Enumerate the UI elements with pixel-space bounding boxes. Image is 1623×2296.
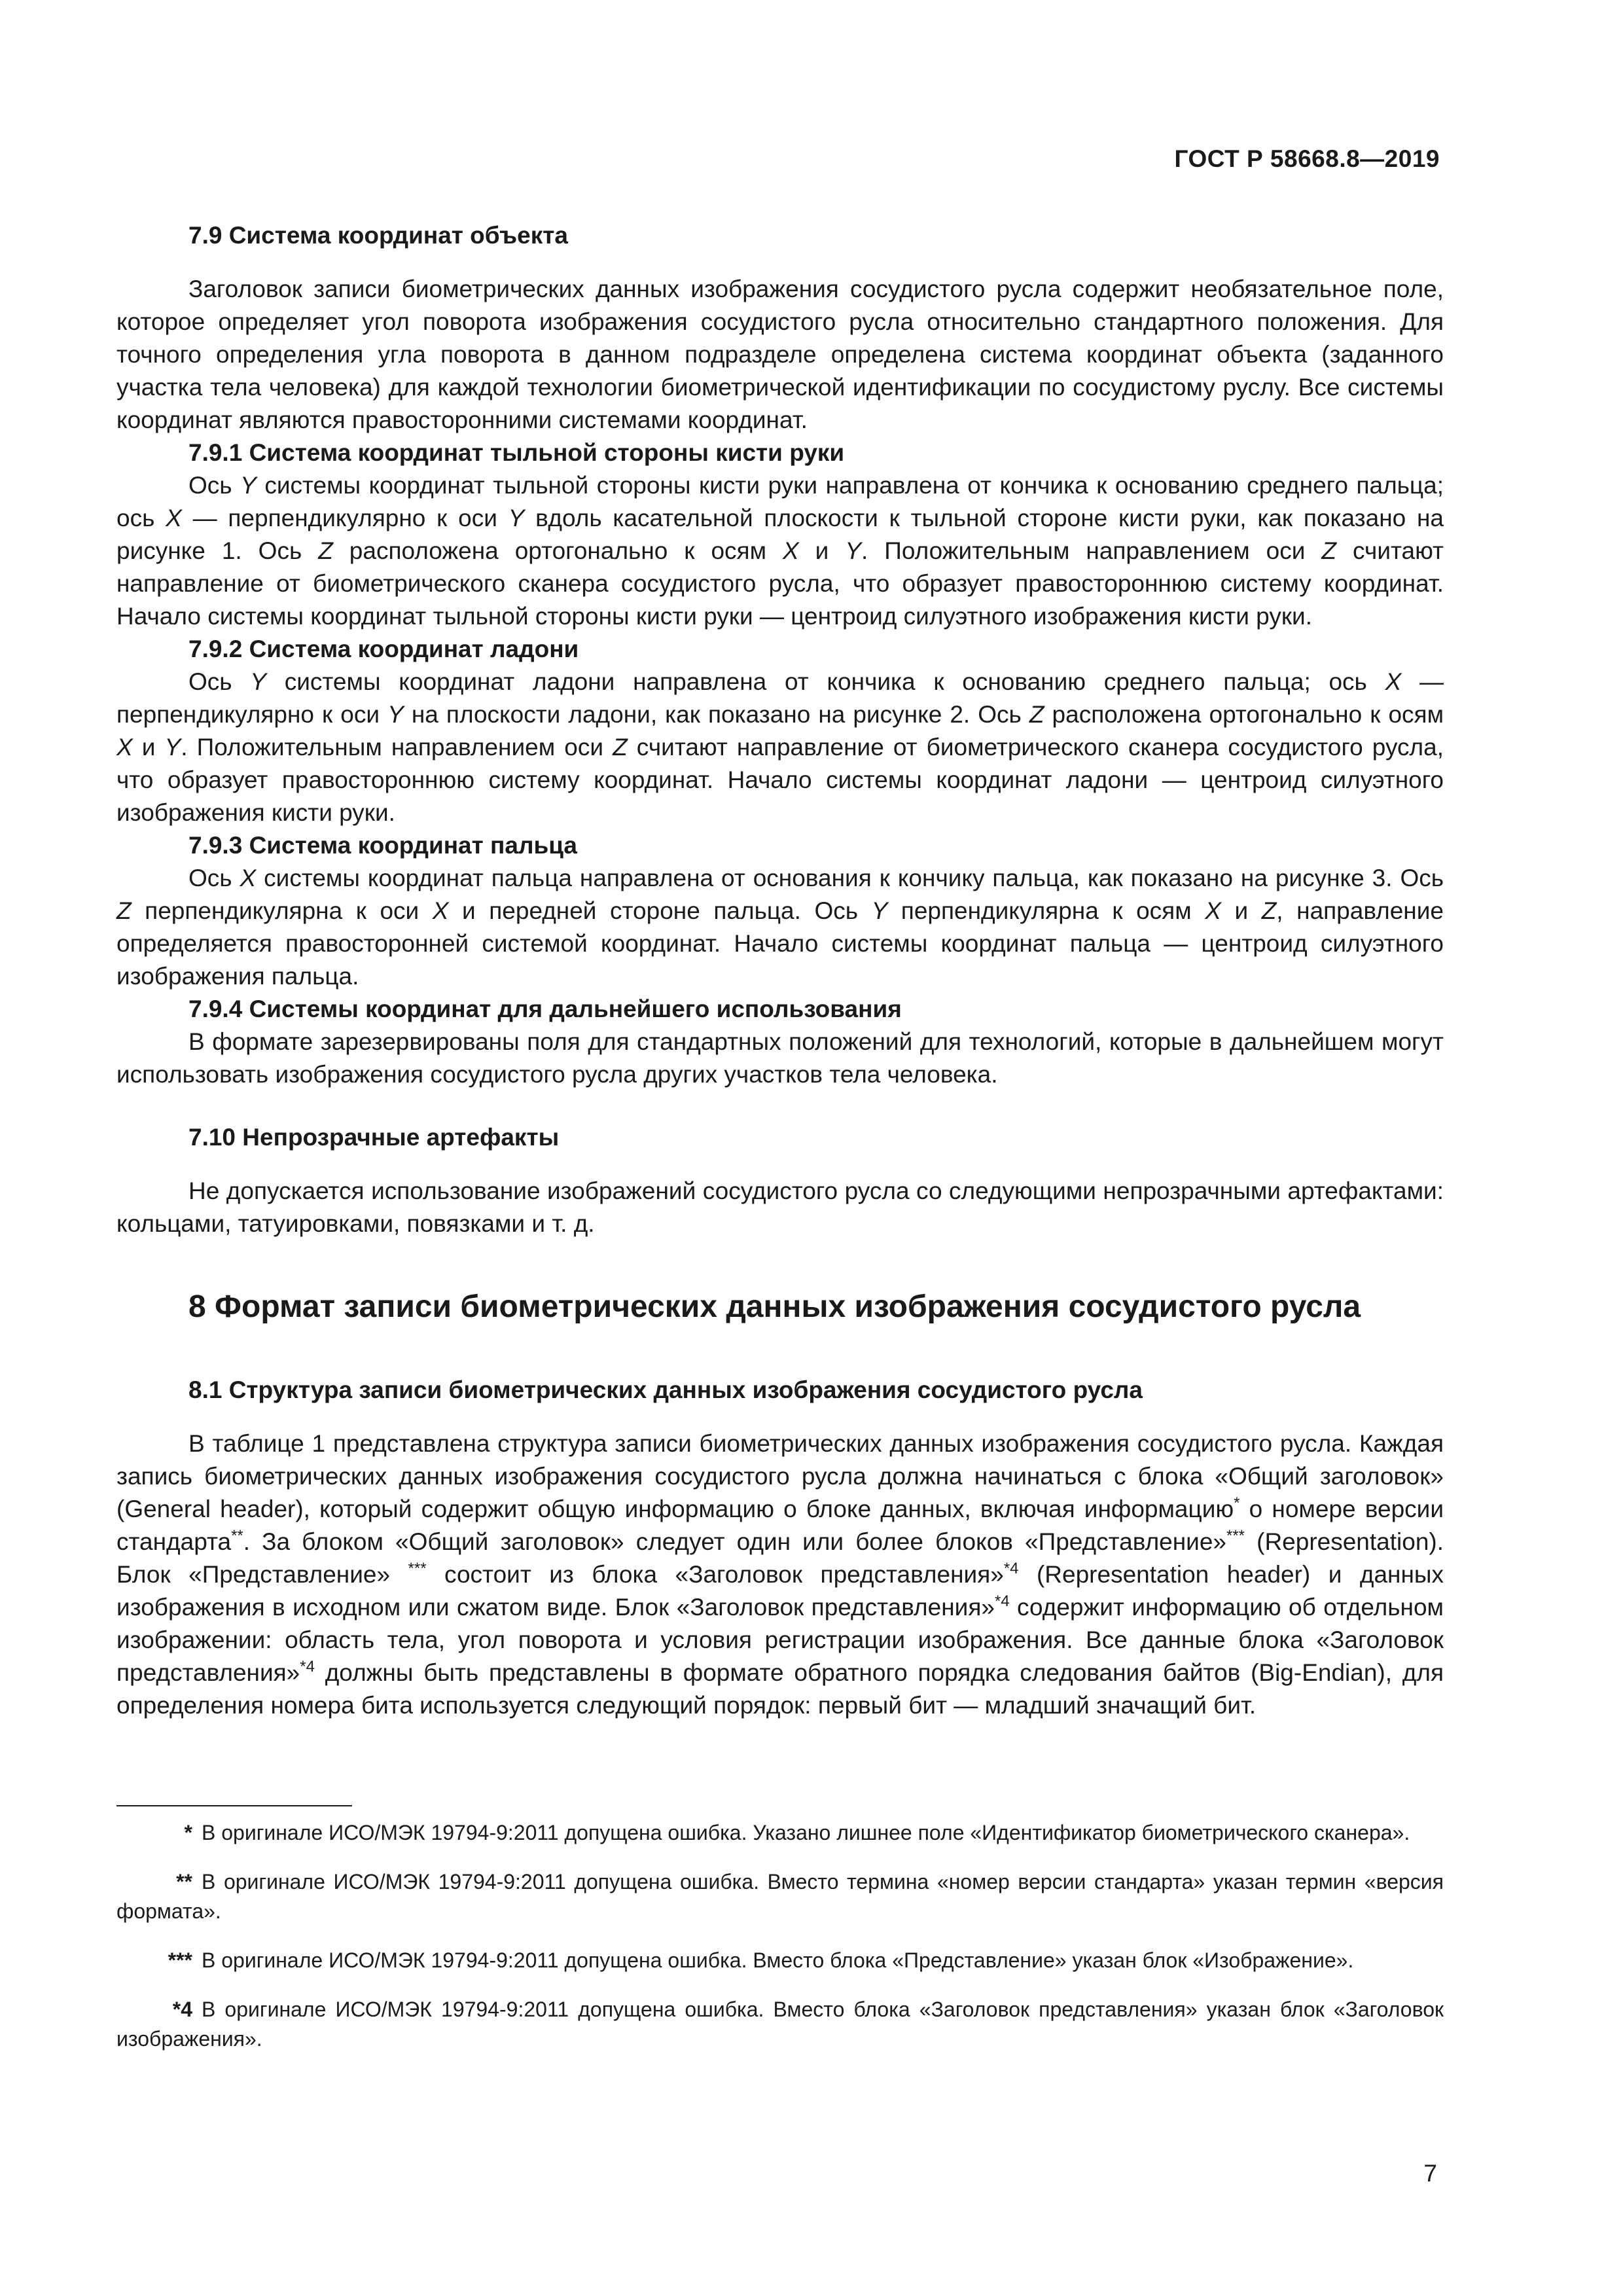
footnote-text: В оригинале ИСО/МЭК 19794-9:2011 допущена ошибка. Вместо блока «Представление» указан блок «Изображение». — [202, 1948, 1354, 1972]
section-7-9-3-title: 7.9.3 Система координат пальца — [188, 832, 577, 859]
section-8-title: 8 Формат записи биометрических данных изображения сосудистого русла — [188, 1289, 1361, 1324]
footnote-ref: ** — [231, 1527, 243, 1545]
footnote-ref: * — [1234, 1494, 1240, 1512]
section-7-9-4-title: 7.9.4 Системы координат для дальнейшего использования — [188, 996, 902, 1022]
footnote-ref: *4 — [1003, 1560, 1019, 1577]
section-7-9-paragraph: Заголовок записи биометрических данных изображения сосудистого русла содержит необязательное поле, которое определяет угол поворота изображения сосудистого русла относительно стандартного положения. Для точного определения угла поворота в данном подразделе определена система координат объекта (заданного участка тела человека) для каждой технологии биометрической идентификации по сосудистому руслу. Все системы координат являются правосторонними системами координат. — [116, 276, 1444, 433]
section-8-1-paragraph: В таблице 1 представлена структура записи биометрических данных изображения сосудистого русла. Каждая запись биометрических данных изображения сосудистого русла должна начинаться с блока «Общий заголовок» (General header), который содержит общую информацию о блоке данных, включая информацию* о номере версии стандарта**. За блоком «Общий заголовок» следует один или более блоков «Представление»*** (Representation). Блок «Представление» *** состоит из блока «Заголовок представления»$^{*4}$ (Representation header) и данных изображения в исходном или сжатом виде. Блок «Заголовок представления»$^{*4}$ содержит информацию об отдельном изображении: область тела, угол поворота и условия регистрации изображения. Все данные блока «Заголовок представления»$^{*4}$ должны быть представлены в формате обратного порядка следования байтов (Big-Endian), для определения номера бита используется следующий порядок: первый бит — младший значащий бит. — [116, 1430, 1444, 1719]
section-7-9-title: 7.9 Система координат объекта — [188, 222, 568, 249]
footnote-marker: *** — [168, 1948, 192, 1972]
footnote-marker: * — [184, 1821, 192, 1844]
section-7-10-title: 7.10 Непрозрачные артефакты — [188, 1124, 560, 1151]
main-content — [116, 219, 1444, 1722]
footnote — [116, 1818, 1444, 1848]
footnote-marker: *4 — [172, 1998, 192, 2021]
section-8-1-title: 8.1 Структура записи биометрических данных изображения сосудистого русла — [188, 1376, 1143, 1403]
footnote-marker: ** — [176, 1870, 192, 1893]
footnote-text: В оригинале ИСО/МЭК 19794-9:2011 допущена ошибка. Вместо термина «номер версии стандарта» указан термин «версия формата». — [116, 1870, 1444, 1923]
footnotes — [116, 1818, 1444, 2073]
footnote-divider — [116, 1805, 352, 1806]
section-7-9-1-paragraph: Ось Y системы координат тыльной стороны кисти руки направлена от кончика к основанию среднего пальца; ось X — перпендикулярно к оси Y вдоль касательной плоскости к тыльной стороне кисти руки, как показано на рисунке 1. Ось Z расположена ортогонально к осям X и Y. Положительным направлением оси Z считают направление от биометрического сканера сосудистого русла, что образует правостороннюю систему координат. Начало системы координат тыльной стороны кисти руки — центроид силуэтного изображения кисти руки. — [116, 472, 1444, 630]
footnote — [116, 1867, 1444, 1926]
footnote-ref: *** — [408, 1560, 427, 1577]
section-7-10-paragraph: Не допускается использование изображений сосудистого русла со следующими непрозрачными артефактами: кольцами, татуировками, повязками и т. д. — [116, 1177, 1444, 1237]
footnote-ref: *** — [1226, 1527, 1245, 1545]
section-7-9-3-paragraph: Ось X системы координат пальца направлена от основания к кончику пальца, как показано на рисунке 3. Ось Z перпендикулярна к оси X и передней стороне пальца. Ось Y перпендикулярна к осям X и Z, направление определяется правосторонней системой координат. Начало системы координат пальца — центроид силуэтного изображения пальца. — [116, 865, 1444, 990]
footnote-text: В оригинале ИСО/МЭК 19794-9:2011 допущена ошибка. Указано лишнее поле «Идентификатор биометрического сканера». — [202, 1821, 1410, 1844]
footnote — [116, 1995, 1444, 2054]
section-7-9-4-paragraph: В формате зарезервированы поля для стандартных положений для технологий, которые в дальнейшем могут использовать изображения сосудистого русла других участков тела человека. — [116, 1028, 1444, 1088]
section-7-9-1-title: 7.9.1 Система координат тыльной стороны кисти руки — [188, 439, 845, 466]
footnote-ref: *4 — [994, 1592, 1010, 1610]
page-number: 7 — [1423, 2160, 1437, 2187]
footnote-text: В оригинале ИСО/МЭК 19794-9:2011 допущена ошибка. Вместо блока «Заголовок представления» указан блок «Заголовок изображения». — [116, 1998, 1444, 2051]
footnote-ref: *4 — [300, 1658, 315, 1676]
standard-designation: ГОСТ Р 58668.8—2019 — [1174, 145, 1440, 172]
footnote — [116, 1946, 1444, 1975]
section-7-9-2-title: 7.9.2 Система координат ладони — [188, 636, 579, 662]
section-7-9-2-paragraph: Ось Y системы координат ладони направлена от кончика к основанию среднего пальца; ось X — перпендикулярно к оси Y на плоскости ладони, как показано на рисунке 2. Ось Z расположена ортогонально к осям X и Y. Положительным направлением оси Z считают направление от биометрического сканера сосудистого русла, что образует правостороннюю систему координат. Начало системы координат ладони — центроид силуэтного изображения кисти руки. — [116, 668, 1444, 826]
